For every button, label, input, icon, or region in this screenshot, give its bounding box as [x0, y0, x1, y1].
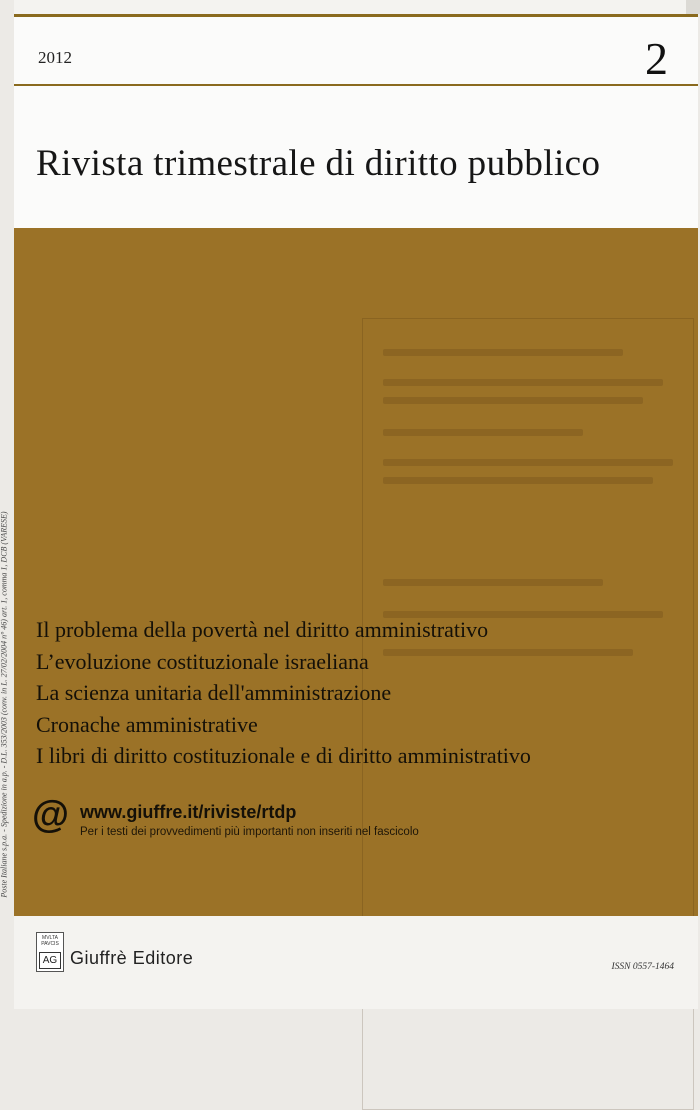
- at-icon: @: [32, 794, 70, 836]
- ghost-line: [383, 349, 623, 356]
- publication-year: 2012: [38, 48, 72, 67]
- issn-number: ISSN 0557-1464: [611, 962, 674, 972]
- journal-title: Rivista trimestrale di diritto pubblico: [36, 143, 601, 184]
- header-top-rule: [14, 14, 698, 17]
- article-list: [36, 614, 531, 772]
- publisher-logo: [36, 932, 64, 972]
- article-item: L’evoluzione costituzionale israeliana: [36, 648, 369, 674]
- issue-number: 2: [645, 33, 668, 84]
- ghost-line: [383, 579, 603, 586]
- ghost-line: [383, 477, 653, 484]
- article-item: Il problema della povertà nel diritto amministrativo: [36, 617, 489, 642]
- ghost-line: [383, 397, 643, 404]
- website-url[interactable]: www.giuffre.it/riviste/rtdp: [80, 802, 297, 822]
- article-item: Cronache amministrative: [36, 711, 258, 737]
- ghost-line: [383, 379, 663, 386]
- journal-cover: [14, 0, 698, 1009]
- publisher-name: Giuffrè Editore: [70, 948, 194, 968]
- cover-footer: [14, 916, 698, 1009]
- cover-header: [14, 14, 698, 228]
- ghost-line: [383, 459, 673, 466]
- logo-motto: MVLTA PAVCIS: [41, 935, 59, 947]
- page-corner: [686, 0, 700, 14]
- logo-mark: AG: [39, 952, 61, 969]
- header-divider: [14, 84, 698, 86]
- article-item: La scienza unitaria dell'amministrazione: [36, 680, 392, 706]
- postal-note: Poste Italiane s.p.a. - Spedizione in a.p. - D.L. 353/2003 (conv. in L. 27/02/2004 n° 46) art. 1, comma 1, DCB (VARESE): [0, 511, 9, 898]
- contents-panel: [14, 228, 698, 916]
- website-note: Per i testi dei provvedimenti più importanti non inseriti nel fascicolo: [80, 826, 419, 838]
- article-item: I libri di diritto costituzionale e di diritto amministrativo: [36, 743, 531, 769]
- ghost-line: [383, 429, 583, 436]
